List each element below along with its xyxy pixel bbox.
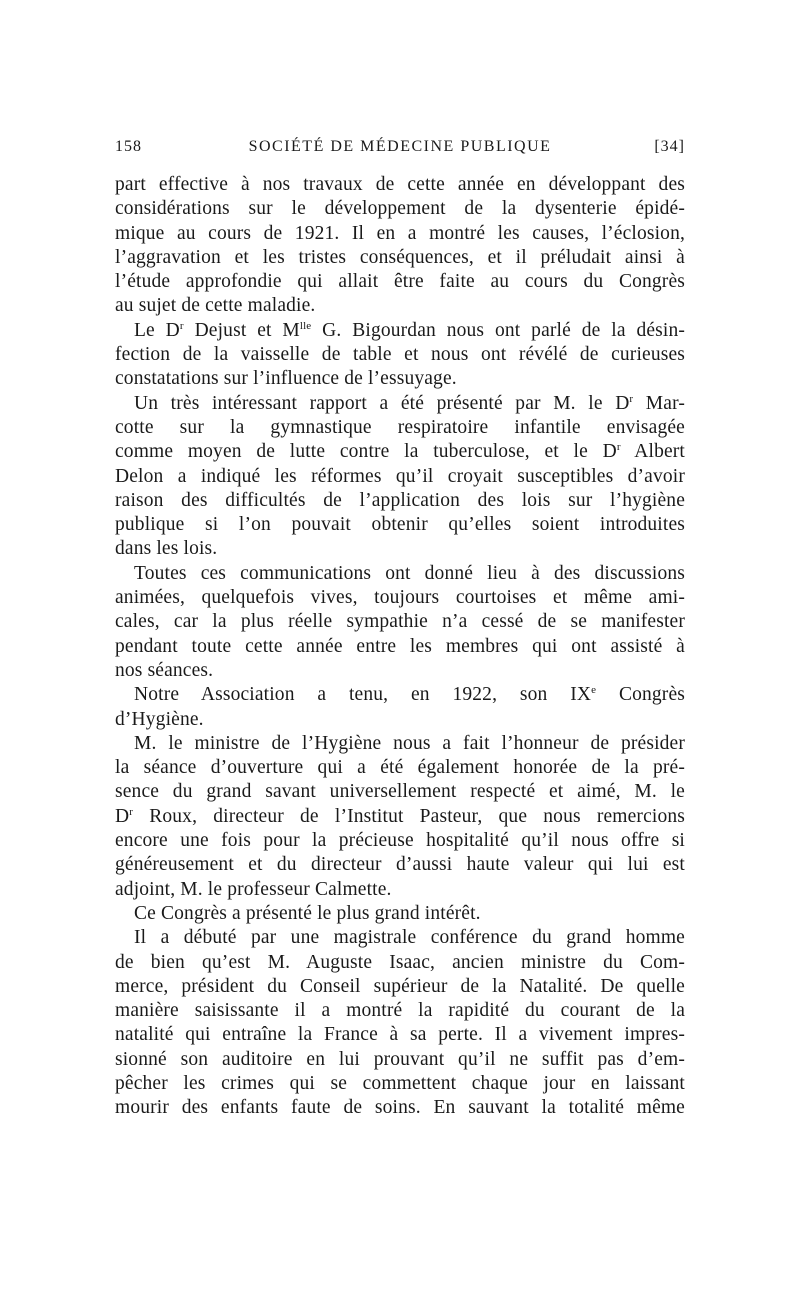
text-fragment: encore une fois pour la précieuse hospitalité qu’il nous offre si bbox=[115, 830, 685, 852]
text-line bbox=[115, 756, 685, 780]
text-line bbox=[115, 635, 685, 659]
superscript: r bbox=[629, 392, 634, 405]
text-line bbox=[115, 659, 685, 683]
text-fragment: cotte sur la gymnastique respiratoire infantile envisagée bbox=[115, 416, 685, 438]
text-line bbox=[115, 343, 685, 367]
text-fragment: raison des difficultés de l’application des lois sur l’hygiène bbox=[115, 489, 685, 511]
text-line bbox=[115, 683, 685, 707]
text-fragment: Roux, directeur de l’Institut Pasteur, que nous remercions bbox=[133, 805, 685, 827]
text-line bbox=[115, 732, 685, 756]
text-fragment: Albert bbox=[620, 441, 685, 463]
text-fragment: constatations sur l’influence de l’essuyage. bbox=[115, 368, 457, 390]
text-fragment: Congrès bbox=[596, 684, 685, 706]
text-line bbox=[115, 878, 685, 902]
text-line bbox=[115, 1048, 685, 1072]
text-fragment: pendant toute cette année entre les membres qui ont assisté à bbox=[115, 635, 685, 657]
text-fragment: au sujet de cette maladie. bbox=[115, 295, 316, 317]
body-text bbox=[115, 173, 685, 1121]
text-fragment: généreusement et du directeur d’aussi haute valeur qui lui est bbox=[115, 854, 685, 876]
text-fragment: la séance d’ouverture qui a été également honorée de la pré- bbox=[115, 757, 685, 779]
text-fragment: Ce Congrès a présenté le plus grand intérêt. bbox=[134, 902, 481, 924]
text-fragment: manière saisissante il a montré la rapidité du courant de la bbox=[115, 1000, 685, 1022]
superscript: r bbox=[129, 805, 134, 818]
document-page bbox=[115, 138, 685, 1121]
text-fragment: l’aggravation et les tristes conséquences, et il préludait ainsi à bbox=[115, 246, 685, 268]
text-line bbox=[115, 975, 685, 999]
text-fragment: considérations sur le développement de la dysenterie épidé- bbox=[115, 198, 685, 220]
text-fragment: Un très intéressant rapport a été présenté par M. le D bbox=[134, 392, 630, 414]
text-fragment: d’Hygiène. bbox=[115, 708, 204, 730]
text-line bbox=[115, 951, 685, 975]
text-fragment: D bbox=[115, 805, 130, 827]
text-fragment: Notre Association a tenu, en 1922, son IX bbox=[134, 684, 592, 706]
text-fragment: Le D bbox=[134, 319, 180, 341]
text-line bbox=[115, 392, 685, 416]
text-fragment: nos séances. bbox=[115, 659, 214, 681]
text-fragment: G. Bigourdan nous ont parlé de la désin- bbox=[311, 319, 685, 341]
text-fragment: Mar- bbox=[633, 392, 685, 414]
text-fragment: Dejust et M bbox=[183, 319, 300, 341]
text-fragment: adjoint, M. le professeur Calmette. bbox=[115, 878, 392, 900]
text-fragment: comme moyen de lutte contre la tuberculose, et le D bbox=[115, 441, 617, 463]
text-line bbox=[115, 294, 685, 318]
text-line bbox=[115, 1072, 685, 1096]
text-line bbox=[115, 610, 685, 634]
text-fragment: mique au cours de 1921. Il en a montré les causes, l’éclosion, bbox=[115, 222, 685, 244]
text-line bbox=[115, 999, 685, 1023]
text-fragment: natalité qui entraîne la France à sa perte. Il a vivement impres- bbox=[115, 1024, 685, 1046]
text-line bbox=[115, 1023, 685, 1047]
text-fragment: publique si l’on pouvait obtenir qu’elles soient introduites bbox=[115, 514, 685, 536]
text-line bbox=[115, 416, 685, 440]
text-fragment: sionné son auditoire en lui prouvant qu’il ne suffit pas d’em- bbox=[115, 1048, 685, 1070]
text-line bbox=[115, 367, 685, 391]
text-line bbox=[115, 319, 685, 343]
text-fragment: part effective à nos travaux de cette année en développant des bbox=[115, 174, 685, 195]
running-head bbox=[115, 138, 685, 160]
text-line bbox=[115, 222, 685, 246]
text-line bbox=[115, 708, 685, 732]
superscript: r bbox=[179, 319, 184, 332]
text-line bbox=[115, 805, 685, 829]
superscript: r bbox=[616, 441, 621, 454]
text-line bbox=[115, 902, 685, 926]
text-line bbox=[115, 829, 685, 853]
text-line bbox=[115, 465, 685, 489]
text-line bbox=[115, 586, 685, 610]
text-line bbox=[115, 853, 685, 877]
text-fragment: animées, quelquefois vives, toujours courtoises et même ami- bbox=[115, 587, 685, 609]
text-fragment: sence du grand savant universellement respecté et aimé, M. le bbox=[115, 781, 685, 803]
text-fragment: cales, car la plus réelle sympathie n’a cessé de se manifester bbox=[115, 611, 685, 633]
text-line bbox=[115, 270, 685, 294]
text-fragment: Toutes ces communications ont donné lieu à des discussions bbox=[134, 562, 685, 584]
text-line bbox=[115, 780, 685, 804]
text-line bbox=[115, 537, 685, 561]
text-line bbox=[115, 246, 685, 270]
section-number: [34] bbox=[654, 138, 685, 155]
text-line bbox=[115, 1096, 685, 1120]
running-title: SOCIÉTÉ DE MÉDECINE PUBLIQUE bbox=[248, 138, 552, 155]
text-line bbox=[115, 440, 685, 464]
text-fragment: Il a débuté par une magistrale conférence du grand homme bbox=[134, 927, 685, 949]
text-line bbox=[115, 513, 685, 537]
superscript: e bbox=[591, 684, 597, 697]
text-fragment: merce, président du Conseil supérieur de la Natalité. De quelle bbox=[115, 975, 685, 997]
text-fragment: de bien qu’est M. Auguste Isaac, ancien ministre du Com- bbox=[115, 951, 685, 973]
text-fragment: dans les lois. bbox=[115, 538, 218, 560]
text-line bbox=[115, 562, 685, 586]
text-line bbox=[115, 489, 685, 513]
text-fragment: mourir des enfants faute de soins. En sauvant la totalité même bbox=[115, 1097, 685, 1119]
superscript: lle bbox=[299, 319, 312, 332]
text-line bbox=[115, 173, 685, 197]
text-line bbox=[115, 197, 685, 221]
page-number: 158 bbox=[115, 138, 142, 155]
text-fragment: Delon a indiqué les réformes qu’il croyait susceptibles d’avoir bbox=[115, 465, 685, 487]
text-fragment: fection de la vaisselle de table et nous ont révélé de curieuses bbox=[115, 344, 685, 366]
text-fragment: M. le ministre de l’Hygiène nous a fait l’honneur de présider bbox=[134, 732, 685, 754]
text-line bbox=[115, 926, 685, 950]
text-fragment: pêcher les crimes qui se commettent chaque jour en laissant bbox=[115, 1072, 685, 1094]
text-fragment: l’étude approfondie qui allait être faite au cours du Congrès bbox=[115, 271, 685, 293]
